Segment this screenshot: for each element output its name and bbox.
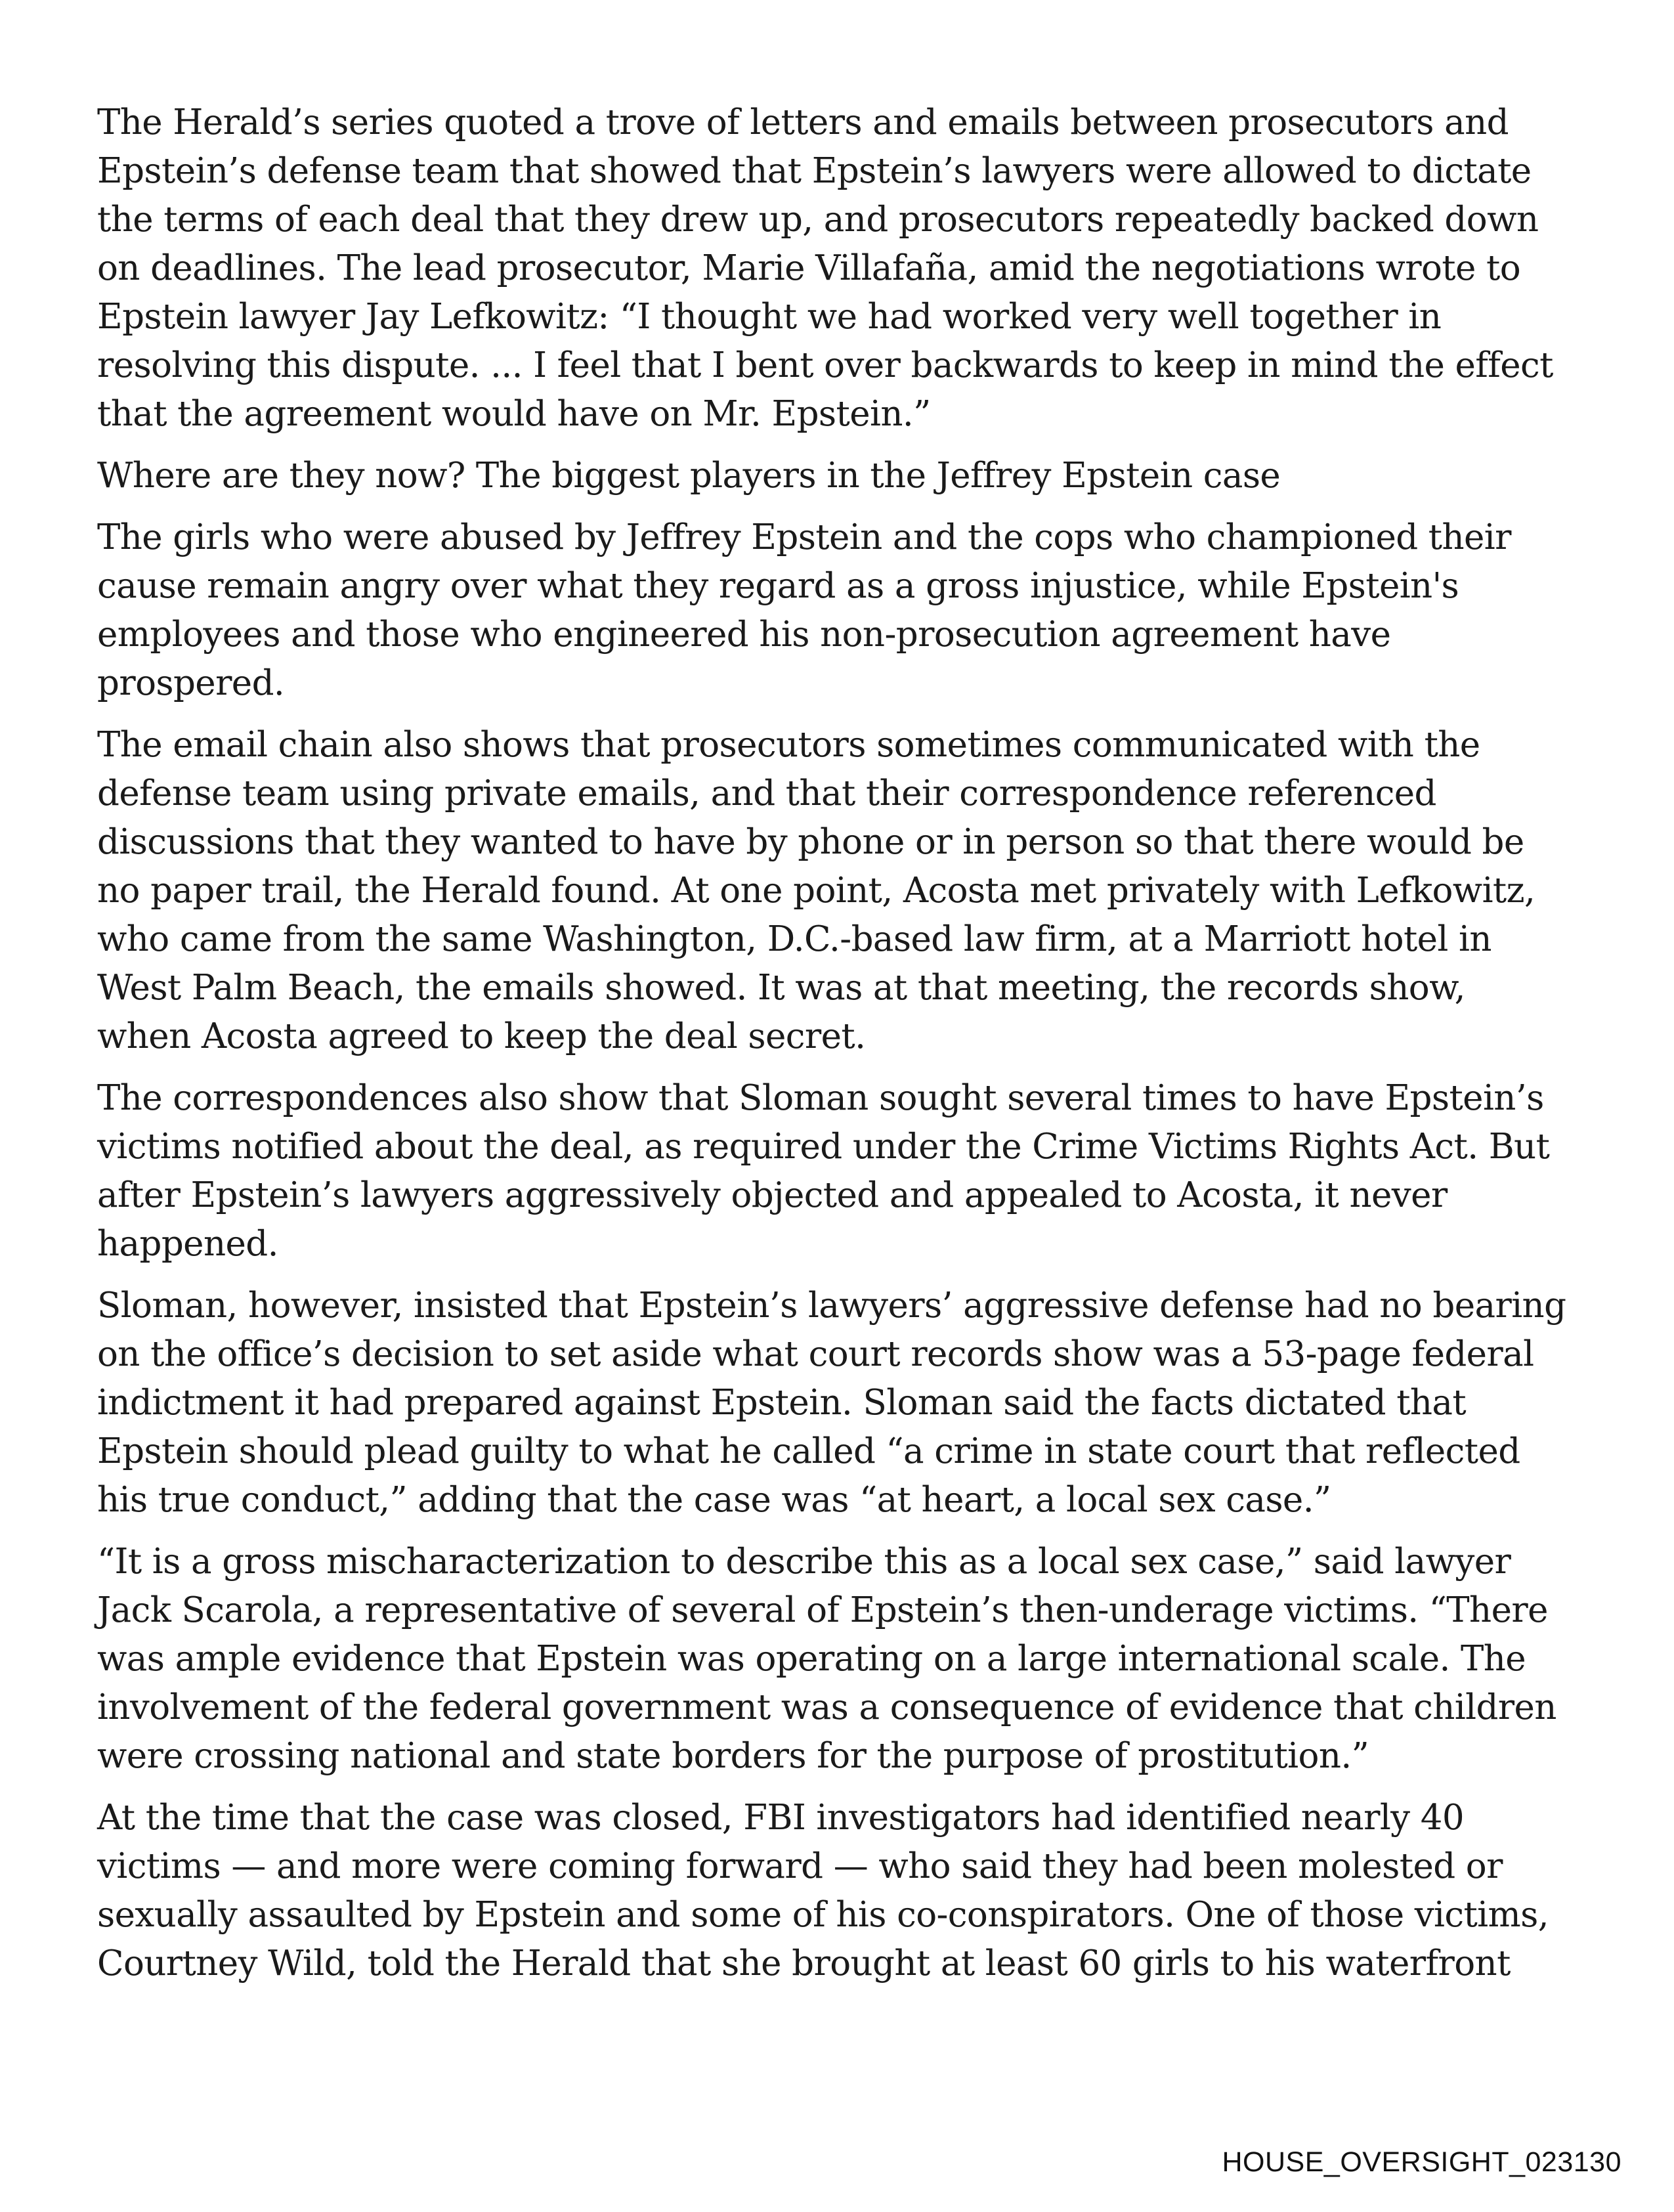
paragraph-herald-series bbox=[97, 98, 1568, 439]
text-line: West Palm Beach, the emails showed. It was at that meeting, the records show, bbox=[97, 968, 1465, 1008]
paragraph-sloman-insisted bbox=[97, 1282, 1568, 1525]
text-line: was ample evidence that Epstein was operating on a large international scale. The bbox=[97, 1639, 1526, 1679]
text-line: his true conduct,” adding that the case was “at heart, a local sex case.” bbox=[97, 1480, 1331, 1520]
text-line: employees and those who engineered his non-prosecution agreement have bbox=[97, 615, 1391, 655]
paragraph-girls-abused bbox=[97, 513, 1568, 708]
text-line: The correspondences also show that Sloman sought several times to have Epstein’s bbox=[97, 1078, 1544, 1118]
text-line: Epstein lawyer Jay Lefkowitz: “I thought we had worked very well together in bbox=[97, 297, 1442, 337]
text-line: indictment it had prepared against Epstein. Sloman said the facts dictated that bbox=[97, 1383, 1467, 1423]
text-line: that the agreement would have on Mr. Epstein.” bbox=[97, 394, 931, 434]
text-line: prospered. bbox=[97, 663, 285, 703]
text-line: were crossing national and state borders for the purpose of prostitution.” bbox=[97, 1736, 1369, 1776]
text-line: The email chain also shows that prosecutors sometimes communicated with the bbox=[97, 725, 1480, 765]
text-line: happened. bbox=[97, 1224, 278, 1264]
text-line: At the time that the case was closed, FBI investigators had identified nearly 40 bbox=[97, 1798, 1465, 1838]
text-line: victims notified about the deal, as required under the Crime Victims Rights Act. But bbox=[97, 1127, 1550, 1167]
text-line: discussions that they wanted to have by phone or in person so that there would be bbox=[97, 822, 1524, 862]
text-line: The Herald’s series quoted a trove of letters and emails between prosecutors and bbox=[97, 102, 1509, 142]
text-line: when Acosta agreed to keep the deal secret. bbox=[97, 1016, 866, 1056]
text-line: on the office’s decision to set aside what court records show was a 53-page federal bbox=[97, 1334, 1534, 1374]
document-bates-id: HOUSE_OVERSIGHT_023130 bbox=[1222, 2146, 1621, 2178]
paragraph-scarola-quote bbox=[97, 1538, 1568, 1781]
paragraph-where-are-they-now bbox=[97, 452, 1568, 500]
text-line: defense team using private emails, and that their correspondence referenced bbox=[97, 773, 1436, 813]
text-line: “It is a gross mischaracterization to describe this as a local sex case,” said lawyer bbox=[97, 1542, 1511, 1582]
text-line: The girls who were abused by Jeffrey Epstein and the cops who championed their bbox=[97, 517, 1511, 557]
text-line: Courtney Wild, told the Herald that she brought at least 60 girls to his waterfront bbox=[97, 1943, 1511, 1984]
text-line: no paper trail, the Herald found. At one point, Acosta met privately with Lefkowitz, bbox=[97, 871, 1535, 911]
paragraph-fbi-victims bbox=[97, 1794, 1568, 1988]
text-line: after Epstein’s lawyers aggressively objected and appealed to Acosta, it never bbox=[97, 1175, 1448, 1215]
text-line: the terms of each deal that they drew up, and prosecutors repeatedly backed down bbox=[97, 200, 1539, 240]
text-line: involvement of the federal government was a consequence of evidence that children bbox=[97, 1687, 1556, 1727]
text-line: Epstein should plead guilty to what he called “a crime in state court that reflected bbox=[97, 1431, 1520, 1471]
paragraph-correspondences bbox=[97, 1074, 1568, 1269]
text-line: resolving this dispute. ... I feel that I bent over backwards to keep in mind the effect bbox=[97, 345, 1553, 385]
text-line: Epstein’s defense team that showed that Epstein’s lawyers were allowed to dictate bbox=[97, 151, 1532, 191]
text-line: cause remain angry over what they regard as a gross injustice, while Epstein's bbox=[97, 566, 1459, 606]
text-line: who came from the same Washington, D.C.-based law firm, at a Marriott hotel in bbox=[97, 919, 1492, 959]
text-line: Jack Scarola, a representative of several of Epstein’s then-underage victims. “There bbox=[97, 1590, 1548, 1630]
text-line: Where are they now? The biggest players in the Jeffrey Epstein case bbox=[97, 456, 1281, 496]
text-line: sexually assaulted by Epstein and some of his co-conspirators. One of those victims, bbox=[97, 1895, 1549, 1935]
text-line: victims — and more were coming forward — who said they had been molested or bbox=[97, 1846, 1503, 1886]
text-line: Sloman, however, insisted that Epstein’s lawyers’ aggressive defense had no bearing bbox=[97, 1286, 1566, 1326]
document-body bbox=[97, 98, 1568, 2001]
paragraph-email-chain bbox=[97, 721, 1568, 1061]
text-line: on deadlines. The lead prosecutor, Marie Villafaña, amid the negotiations wrote to bbox=[97, 248, 1521, 288]
